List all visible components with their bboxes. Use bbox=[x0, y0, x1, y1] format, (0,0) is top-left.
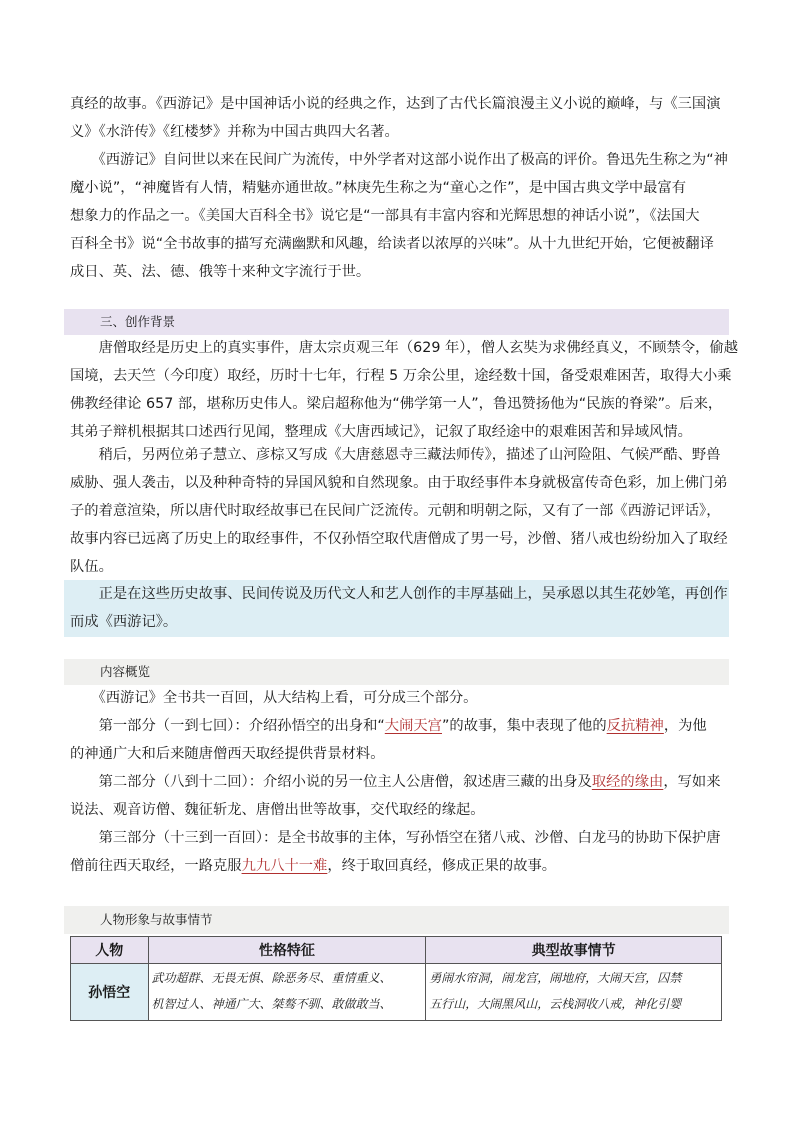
keyword-highlight: 大闹天宫 bbox=[384, 718, 442, 734]
characters-heading: 人物形象与故事情节 bbox=[100, 912, 213, 927]
cell-line: 武功超群、无畏无惧、除恶务尽、重情重义、 bbox=[151, 971, 392, 985]
column-header: 性格特征 bbox=[148, 937, 426, 964]
character-name: 孙悟空 bbox=[71, 964, 149, 1021]
keyword-highlight: 反抗精神 bbox=[606, 718, 664, 734]
text-line: 国境，去天竺（今印度）取经，历时十七年，行程 5 万余公里，途经数十国，备受艰难困苦，取得大小乘 bbox=[70, 368, 732, 384]
text-segment: 第二部分（八到十二回）：介绍小说的另一位主人公唐僧，叙述唐三藏的出身及 bbox=[70, 774, 592, 790]
text-line: 说法、观音访僧、魏征斩龙、唐僧出世等故事，交代取经的缘起。 bbox=[70, 802, 485, 818]
characters-table bbox=[70, 936, 722, 1021]
text-line: 百科全书》说“全书故事的描写充满幽默和风趣，给读者以浓厚的兴味”。从十九世纪开始，它便被翻译 bbox=[70, 236, 714, 252]
text-segment: 第一部分（一到七回）：介绍孙悟空的出身和“ bbox=[70, 718, 385, 734]
text-line: 正是在这些历史故事、民间传说及历代文人和艺人创作的丰厚基础上，吴承恩以其生花妙笔，再创作 bbox=[70, 586, 728, 602]
cell-line: 勇闹水帘洞，闹龙宫，闹地府，大闹天宫，囚禁 bbox=[429, 971, 682, 985]
overview-heading: 内容概览 bbox=[100, 664, 151, 679]
text-line: 佛教经律论 657 部，堪称历史伟人。梁启超称他为“佛学第一人”，鲁迅赞扬他为“民族的脊梁”。后来， bbox=[70, 396, 723, 412]
text-line bbox=[70, 852, 730, 880]
text-line: 义》《水浒传》《红楼梦》并称为中国古典四大名著。 bbox=[70, 124, 399, 140]
character-traits bbox=[148, 964, 426, 1021]
overview-heading-band bbox=[64, 659, 729, 685]
text-line: 第三部分（十三到一百回）：是全书故事的主体，写孙悟空在猪八戒、沙僧、白龙马的协助下保护唐 bbox=[70, 830, 721, 846]
keyword-highlight: 取经的缘由 bbox=[591, 774, 664, 790]
text-line: 的神通广大和后来随唐僧西天取经提供背景材料。 bbox=[70, 746, 385, 762]
table-row bbox=[71, 964, 722, 1021]
text-line: 真经的故事。《西游记》是中国神话小说的经典之作，达到了古代长篇浪漫主义小说的巅峰，与《三国演 bbox=[70, 96, 721, 112]
text-line: 想象力的作品之一。《美国大百科全书》说它是“一部具有丰富内容和光辉思想的神话小说”，《法国大 bbox=[70, 208, 700, 224]
text-line bbox=[70, 768, 730, 796]
text-line: 子的着意渲染，所以唐代时取经故事已在民间广泛流传。元朝和明朝之际，又有了一部《西游记评话》， bbox=[70, 503, 721, 519]
cell-line: 五行山，大闹黑风山，云栈洞收八戒，神化引婴 bbox=[429, 997, 682, 1011]
text-line: 成日、英、法、德、俄等十来种文字流行于世。 bbox=[70, 264, 371, 280]
text-segment: ，终于取回真经，修成正果的故事。 bbox=[327, 858, 557, 874]
character-stories bbox=[426, 964, 722, 1021]
section-heading-background: 三、创作背景 bbox=[100, 314, 176, 329]
text-segment: ，为他 bbox=[663, 718, 707, 734]
text-line: 《西游记》自问世以来在民间广为流传，中外学者对这部小说作出了极高的评价。鲁迅先生称之为“神 bbox=[70, 152, 728, 168]
table-header-row bbox=[71, 937, 722, 964]
text-segment: ”的故事，集中表现了他的 bbox=[441, 718, 607, 734]
text-line: 队伍。 bbox=[70, 559, 113, 575]
text-line: 威胁、强人袭击，以及种种奇特的异国风貌和自然现象。由于取经事件本身就极富传奇色彩，加上佛门弟 bbox=[70, 475, 728, 491]
text-line: 稍后，另两位弟子慧立、彦棕又写成《大唐慈恩寺三藏法师传》，描述了山河险阻、气候严酷、野兽 bbox=[70, 447, 721, 463]
text-line: 故事内容已远离了历史上的取经事件，不仅孙悟空取代唐僧成了男一号，沙僧、猪八戒也纷纷加入了取经 bbox=[70, 531, 728, 547]
background-paragraph-1 bbox=[70, 334, 739, 446]
reviews-paragraph bbox=[70, 146, 730, 286]
text-line: 唐僧取经是历史上的真实事件，唐太宗贞观三年（629 年），僧人玄奘为求佛经真义，不顾禁令，偷越 bbox=[70, 340, 739, 356]
text-line: 而成《西游记》。 bbox=[70, 614, 178, 630]
text-line: 魔小说”，“神魔皆有人情，精魅亦通世故。”林庚先生称之为“童心之作”，是中国古典文学中最富有 bbox=[70, 180, 687, 196]
cell-line: 机智过人、神通广大、桀骜不驯、敢做敢当、 bbox=[151, 997, 392, 1011]
text-segment: ，写如来 bbox=[663, 774, 721, 790]
text-line bbox=[70, 712, 730, 740]
text-segment: 僧前往西天取经，一路克服 bbox=[70, 858, 242, 874]
background-conclusion bbox=[70, 580, 730, 636]
background-paragraph-2 bbox=[70, 441, 730, 581]
intro-paragraph bbox=[70, 90, 730, 146]
keyword-highlight: 九九八十一难 bbox=[241, 858, 328, 874]
text-line: 《西游记》全书共一百回，从大结构上看，可分成三个部分。 bbox=[70, 690, 478, 706]
text-line: 其弟子辩机根据其口述西行见闻，整理成《大唐西域记》，记叙了取经途中的艰难困苦和异域风情。 bbox=[70, 424, 692, 440]
column-header: 典型故事情节 bbox=[426, 937, 722, 964]
column-header: 人物 bbox=[71, 937, 149, 964]
overview-paragraphs bbox=[70, 684, 730, 880]
